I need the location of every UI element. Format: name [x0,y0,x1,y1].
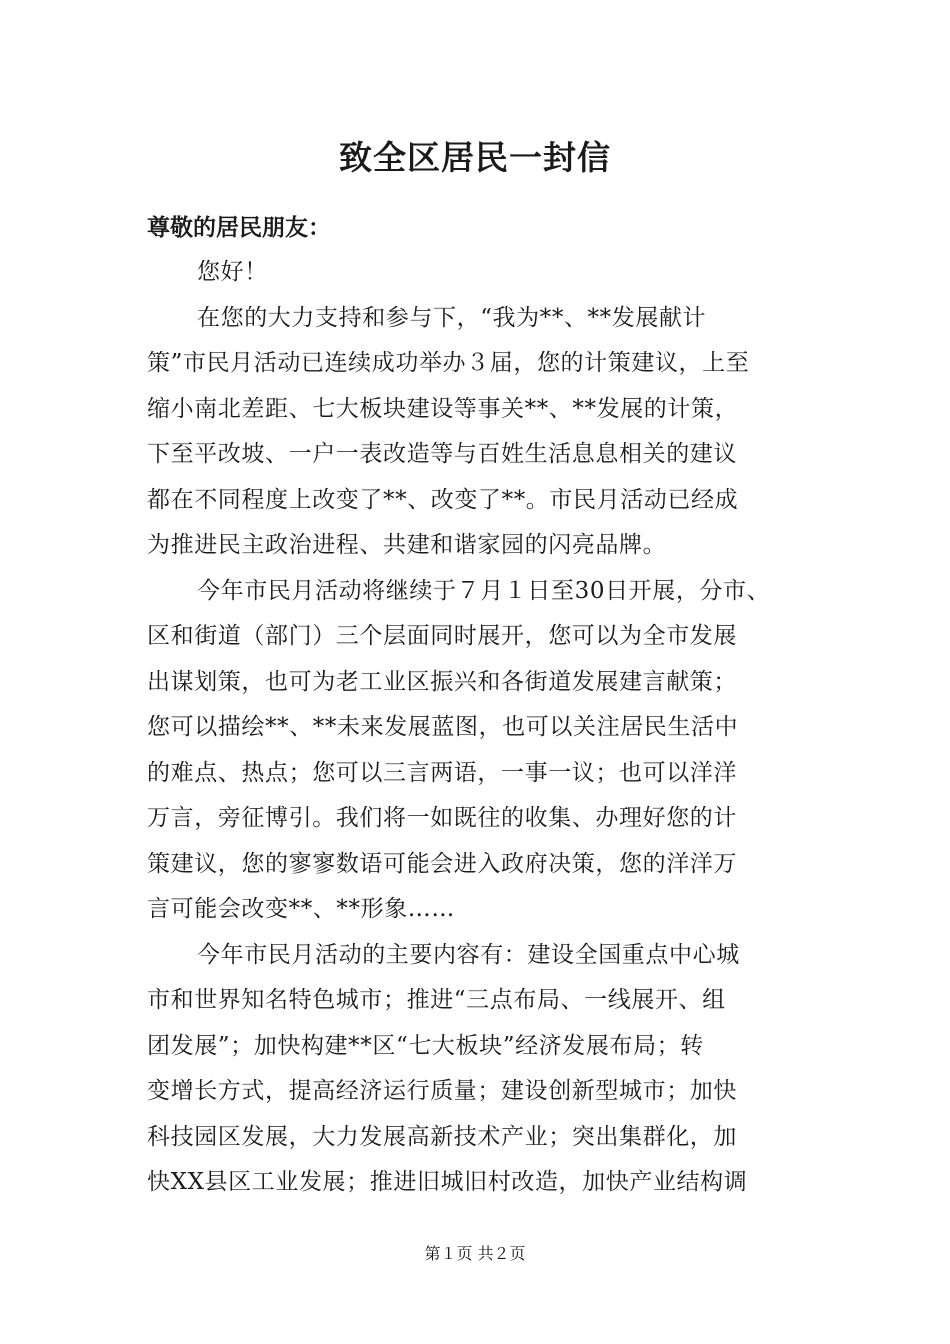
text-line: 区和街道（部门）三个层面同时展开，您可以为全市发展 [147,623,737,649]
text-line: 团发展”；加快构建**区“七大板块”经济发展布局；转 [147,1032,704,1059]
text-line: 科技园区发展，大力发展高新技术产业；突出集群化，加 [147,1123,737,1150]
text-line: 今年市民月活动的主要内容有：建设全国重点中心城 [197,941,740,968]
text-line: 您好！ [197,259,268,285]
text-line: 今年市民月活动将继续于７月１日至30日开展，分市、 [197,577,771,604]
text-line: 都在不同程度上改变了**、改变了**。市民月活动已经成 [147,486,739,513]
text-line: 市和世界知名特色城市；推进“三点布局、一线展开、组 [147,987,726,1013]
text-line: 为推进民主政治进程、共建和谐家园的闪亮品牌。 [147,532,667,558]
salutation: 尊敬的居民朋友： [147,214,331,241]
body-lines [147,250,807,1206]
document-title: 致全区居民一封信 [339,138,611,177]
text-line: 万言，旁征博引。我们将一如既往的收集、办理好您的计 [147,805,737,831]
text-line: 的难点、热点；您可以三言两语，一事一议；也可以洋洋 [147,759,737,786]
text-line: 策”市民月活动已连续成功举办３届，您的计策建议，上至 [147,350,750,376]
text-line: 言可能会改变**、**形象…… [147,896,455,922]
page-footer: 第１页 共２页 [424,1244,526,1263]
text-line: 在您的大力支持和参与下，“我为**、**发展献计 [197,304,707,331]
text-line: 快XX县区工业发展；推进旧城旧村改造，加快产业结构调 [147,1169,748,1195]
text-line: 您可以描绘**、**未来发展蓝图，也可以关注居民生活中 [147,714,739,740]
text-line: 策建议，您的寥寥数语可能会进入政府决策，您的洋洋万 [147,850,737,877]
text-line: 缩小南北差距、七大板块建设等事关**、**发展的计策， [147,395,739,422]
text-line: 变增长方式，提高经济运行质量；建设创新型城市；加快 [147,1078,737,1104]
document-body [147,205,807,1206]
text-line: 下至平改坡、一户一表改造等与百姓生活息息相关的建议 [147,441,737,467]
text-line: 出谋划策，也可为老工业区振兴和各街道发展建言献策； [147,668,737,695]
